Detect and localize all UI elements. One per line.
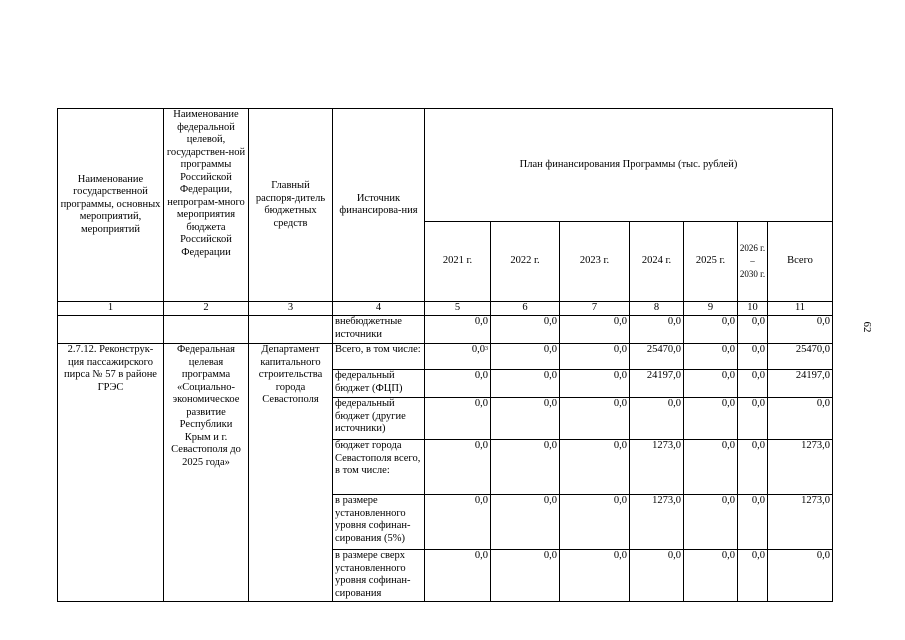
column-number: 6 bbox=[491, 302, 560, 316]
funding-source-cell: бюджет города Севастополя всего, в том числе: bbox=[333, 440, 425, 495]
value-cell: 0,0 bbox=[491, 550, 560, 602]
value-cell: 0,0 bbox=[630, 550, 684, 602]
empty-cell bbox=[249, 316, 333, 344]
value-cell bbox=[425, 344, 491, 370]
column-number: 9 bbox=[684, 302, 738, 316]
value-cell: 0,0 bbox=[560, 440, 630, 495]
funding-source-cell: Всего, в том числе: bbox=[333, 344, 425, 370]
header-financing-plan: План финансирования Программы (тыс. рублей) bbox=[425, 109, 833, 222]
column-number: 7 bbox=[560, 302, 630, 316]
header-program-name: Наименование государственной программы, основных мероприятий, мероприятий bbox=[58, 109, 164, 302]
column-number: 2 bbox=[164, 302, 249, 316]
column-number: 1 bbox=[58, 302, 164, 316]
value-cell: 25470,0 bbox=[768, 344, 833, 370]
value-cell: 1273,0 bbox=[768, 440, 833, 495]
value-cell: 0,0 bbox=[425, 316, 491, 344]
column-number: 10 bbox=[738, 302, 768, 316]
value-cell: 0,0 bbox=[560, 398, 630, 440]
table-row bbox=[58, 316, 833, 344]
value-text: 0,0 bbox=[471, 344, 485, 355]
empty-cell bbox=[58, 316, 164, 344]
value-cell: 24197,0 bbox=[768, 370, 833, 398]
header-year-2022: 2022 г. bbox=[491, 222, 560, 302]
empty-cell bbox=[164, 316, 249, 344]
value-cell: 0,0 bbox=[560, 370, 630, 398]
value-cell: 0,0 bbox=[630, 316, 684, 344]
budget-manager-cell: Департамент капитального строительства города Севастополя bbox=[249, 344, 333, 602]
value-cell: 0,0 bbox=[684, 440, 738, 495]
value-cell: 0,0 bbox=[425, 550, 491, 602]
funding-source-cell: в размере установленного уровня софинан-сирования (5%) bbox=[333, 495, 425, 550]
value-cell: 0,0 bbox=[425, 370, 491, 398]
value-cell: 0,0 bbox=[738, 398, 768, 440]
header-federal-program: Наименование федеральной целевой, государствен-ной программы Российской Федерации, непрограм-много мероприятия бюджета Российской Федерации bbox=[164, 109, 249, 302]
value-cell: 0,0 bbox=[491, 316, 560, 344]
value-cell: 1273,0 bbox=[768, 495, 833, 550]
value-cell: 0,0 bbox=[738, 440, 768, 495]
financing-plan-table bbox=[57, 108, 833, 602]
value-cell: 0,0 bbox=[491, 440, 560, 495]
header-year-2021: 2021 г. bbox=[425, 222, 491, 302]
measure-name-cell: 2.7.12. Реконструк-ция пассажирского пирса № 57 в районе ГРЭС bbox=[58, 344, 164, 602]
value-cell: 0,0 bbox=[491, 398, 560, 440]
header-total: Всего bbox=[768, 222, 833, 302]
value-cell: 0,0 bbox=[560, 495, 630, 550]
value-cell: 1273,0 bbox=[630, 495, 684, 550]
value-cell: 0,0 bbox=[560, 344, 630, 370]
value-cell: 0,0 bbox=[684, 550, 738, 602]
value-cell: 0,0 bbox=[425, 495, 491, 550]
value-cell: 0,0 bbox=[738, 344, 768, 370]
column-number: 3 bbox=[249, 302, 333, 316]
value-cell: 0,0 bbox=[491, 495, 560, 550]
header-funding-source: Источник финансирова-ния bbox=[333, 109, 425, 302]
funding-source-cell: федеральный бюджет (ФЦП) bbox=[333, 370, 425, 398]
header-year-2024: 2024 г. bbox=[630, 222, 684, 302]
value-cell: 0,0 bbox=[425, 398, 491, 440]
column-number: 11 bbox=[768, 302, 833, 316]
value-cell: 1273,0 bbox=[630, 440, 684, 495]
value-cell: 0,0 bbox=[684, 398, 738, 440]
column-number: 4 bbox=[333, 302, 425, 316]
value-cell: 25470,0 bbox=[630, 344, 684, 370]
page-number: 62 bbox=[861, 321, 873, 333]
funding-source-cell: внебюджетные источники bbox=[333, 316, 425, 344]
federal-program-cell: Федеральная целевая программа «Социально-экономическое развитие Республики Крым и г. Севастополя до 2025 года» bbox=[164, 344, 249, 602]
value-cell: 0,0 bbox=[684, 344, 738, 370]
header-year-2023: 2023 г. bbox=[560, 222, 630, 302]
column-number: 5 bbox=[425, 302, 491, 316]
value-cell: 0,0 bbox=[768, 316, 833, 344]
value-cell: 24197,0 bbox=[630, 370, 684, 398]
value-cell: 0,0 bbox=[738, 495, 768, 550]
funding-source-cell: федеральный бюджет (другие источники) bbox=[333, 398, 425, 440]
value-cell: 0,0 bbox=[491, 370, 560, 398]
value-cell: 0,0 bbox=[684, 495, 738, 550]
value-cell: 0,0 bbox=[768, 550, 833, 602]
table-row bbox=[58, 344, 833, 370]
year-range-dash: – bbox=[750, 256, 755, 266]
year-range-start: 2026 г. bbox=[739, 243, 766, 253]
header-year-range bbox=[738, 222, 768, 302]
funding-source-cell: в размере сверх установленного уровня софинан-сирования bbox=[333, 550, 425, 602]
value-cell: 0,0 bbox=[684, 370, 738, 398]
header-year-2025: 2025 г. bbox=[684, 222, 738, 302]
value-cell: 0,0 bbox=[560, 316, 630, 344]
year-range-end: 2030 г. bbox=[739, 269, 766, 279]
value-cell: 0,0 bbox=[560, 550, 630, 602]
value-cell: 0,0 bbox=[630, 398, 684, 440]
value-cell: 0,0 bbox=[684, 316, 738, 344]
footnote-marker: 3 bbox=[485, 346, 488, 352]
value-cell: 0,0 bbox=[425, 440, 491, 495]
header-budget-manager: Главный распоря-дитель бюджетных средств bbox=[249, 109, 333, 302]
value-cell: 0,0 bbox=[768, 398, 833, 440]
value-cell: 0,0 bbox=[738, 370, 768, 398]
value-cell: 0,0 bbox=[738, 550, 768, 602]
value-cell: 0,0 bbox=[491, 344, 560, 370]
value-cell: 0,0 bbox=[738, 316, 768, 344]
column-number: 8 bbox=[630, 302, 684, 316]
